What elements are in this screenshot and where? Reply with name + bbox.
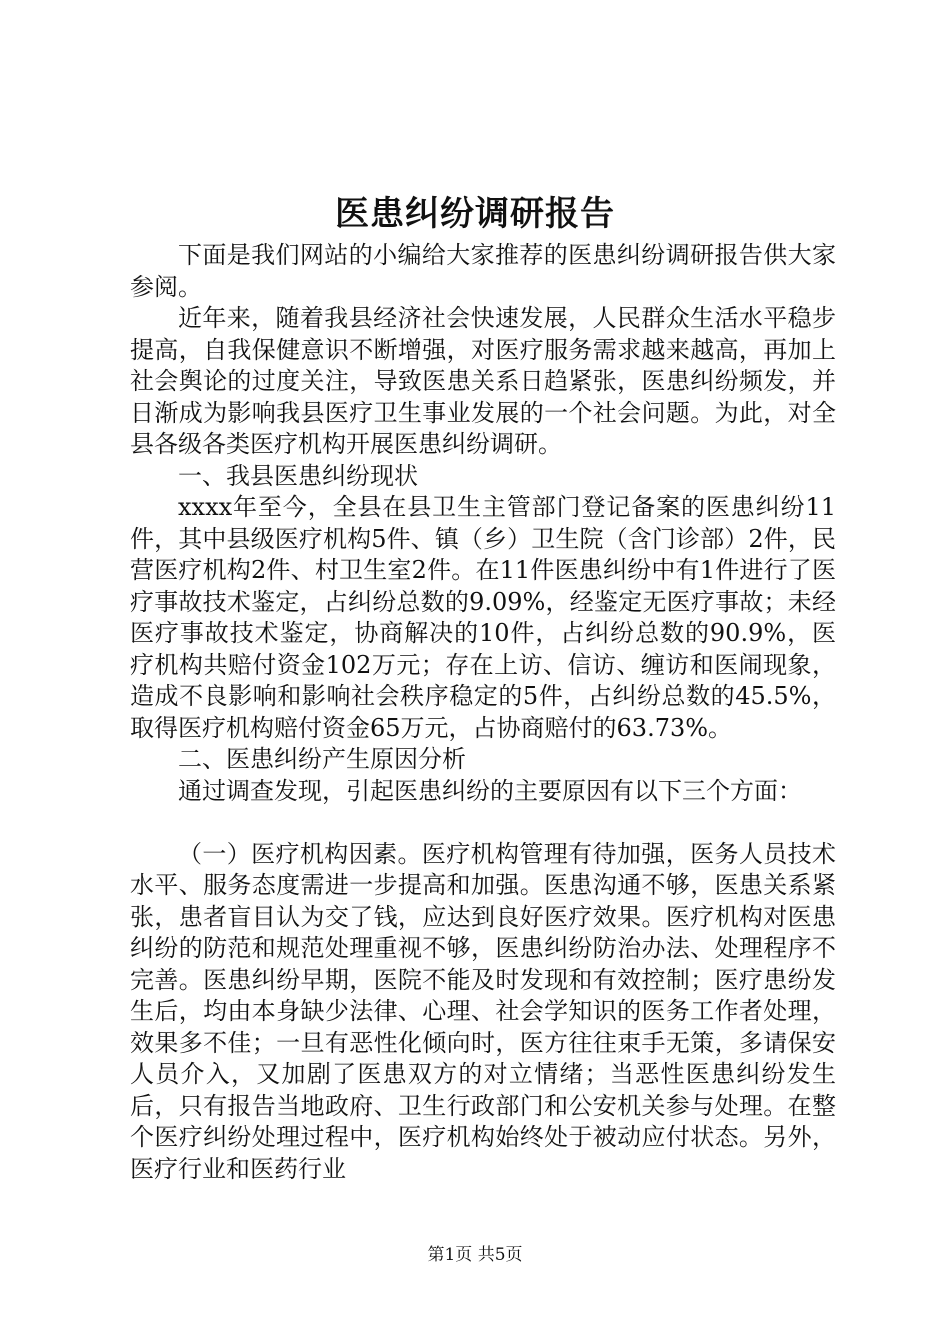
section-heading-status: 一、我县医患纠纷现状 xyxy=(178,461,418,490)
status-paragraph: xxxx年至今，全县在县卫生主管部门登记备案的医患纠纷11件，其中县级医疗机构5件、镇（乡）卫生院（含门诊部）2件，民营医疗机构2件、村卫生室2件。在11件医患纠纷中有1件进行了医疗事故技术鉴定，占纠纷总数的9.09%，经鉴定无医疗事故；未经医疗事故技术鉴定，协商解决的10件，占纠纷总数的90.9%，医疗机构共赔付资金102万元；存在上访、信访、缠访和医闹现象，造成不良影响和影响社会秩序稳定的5件，占纠纷总数的45.5%，取得医疗机构赔付资金65万元，占协商赔付的63.73%。 xyxy=(130,493,836,742)
causes-intro-paragraph: 通过调查发现，引起医患纠纷的主要原因有以下三个方面： xyxy=(178,776,802,805)
background-paragraph: 近年来，随着我县经济社会快速发展，人民群众生活水平稳步提高，自我保健意识不断增强，对医疗服务需求越来越高，再加上社会舆论的过度关注，导致医患关系日趋紧张，医患纠纷频发，并日渐成为影响我县医疗卫生事业发展的一个社会问题。为此，对全县各级各类医疗机构开展医患纠纷调研。 xyxy=(130,304,836,458)
page-number: 第1页 共5页 xyxy=(427,1245,523,1265)
section-heading-causes: 二、医患纠纷产生原因分析 xyxy=(178,745,466,773)
medical-institution-factors-paragraph: （一）医疗机构因素。医疗机构管理有待加强，医务人员技术水平、服务态度需进一步提高和加强。医患沟通不够，医患关系紧张，患者盲目认为交了钱，应达到良好医疗效果。医疗机构对医患纠纷的防范和规范处理重视不够，医患纠纷防治办法、处理程序不完善。医患纠纷早期，医院不能及时发现和有效控制；医疗患纷发生后，均由本身缺少法律、心理、社会学知识的医务工作者处理，效果多不佳；一旦有恶性化倾向时，医方往往束手无策，多请保安人员介入，又加剧了医患双方的对立情绪；当恶性医患纠纷发生后，只有报告当地政府、卫生行政部门和公安机关参与处理。在整个医疗纠纷处理过程中，医疗机构始终处于被动应付状态。另外，医疗行业和医药行业 xyxy=(130,839,836,1183)
intro-paragraph: 下面是我们网站的小编给大家推荐的医患纠纷调研报告供大家参阅。 xyxy=(130,241,836,301)
document-body xyxy=(130,240,836,1185)
page-title: 医患纠纷调研报告 xyxy=(335,194,615,234)
